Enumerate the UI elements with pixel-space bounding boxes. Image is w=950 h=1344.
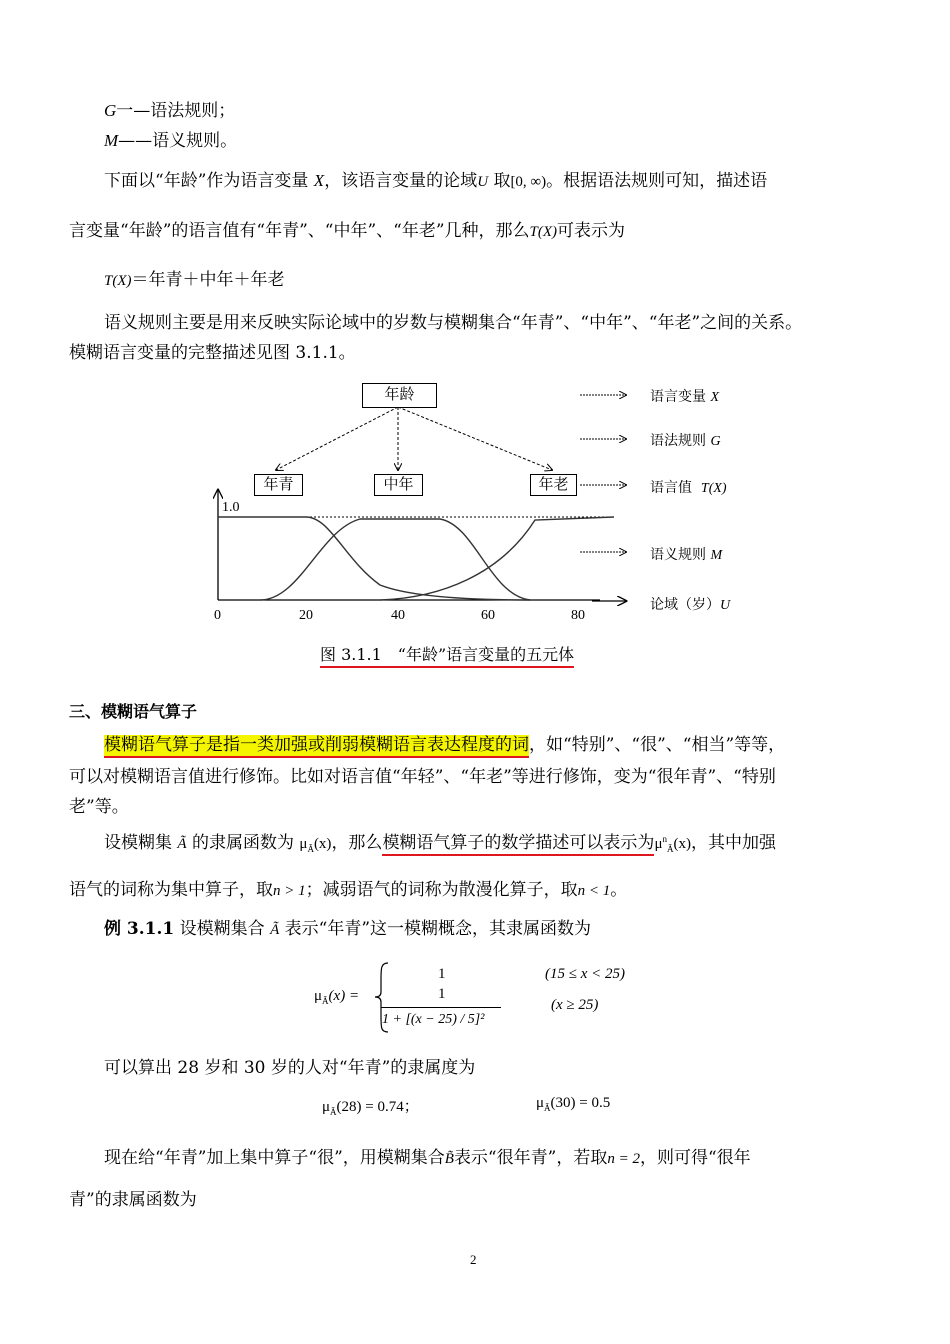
value-node-young: 年青	[254, 474, 303, 496]
arrow-to-young	[276, 407, 398, 470]
curve-middle	[260, 519, 530, 600]
section-p2: 可以对模糊语言值进行修饰。比如对语言值“年轻”、“年老”等进行修饰，变为“很年青”、“特别	[69, 767, 776, 787]
case2-denominator: 1 + [(x − 25) / 5]²	[382, 1012, 485, 1027]
mu-a-n-x: $\mu^n_Ã(x)$	[654, 834, 691, 854]
calc-text: 可以算出 28 岁和 30 岁的人对“年青”的隶属度为	[104, 1058, 476, 1078]
interval: [0, ∞)	[510, 174, 547, 190]
m-symbol: M	[104, 131, 119, 150]
p1-text-a: 下面以“年龄”作为语言变量	[104, 171, 309, 191]
piecewise-lhs: $\mu_Ã(x)$ =	[314, 988, 360, 1006]
value-node-middle: 中年	[374, 474, 423, 496]
very-young-line	[104, 1143, 751, 1168]
tx-eq-text: ＝年青＋中年＋年老	[131, 270, 285, 290]
example-text-b: 表示“年青”这一模糊概念，其隶属函数为	[284, 919, 592, 939]
section-heading: 三、模糊语气算子	[69, 702, 198, 721]
section-p4	[104, 828, 776, 854]
b-tilde: B̃	[444, 1151, 454, 1167]
p1-text-b: ，该语言变量的论域	[324, 171, 478, 191]
example-text: 设模糊集合	[179, 919, 265, 939]
paragraph-4: 模糊语言变量的完整描述见图 3.1.1。	[69, 343, 356, 363]
x-tick-0: 0	[214, 608, 221, 623]
p5-a: 语气的词称为集中算子，取	[69, 880, 273, 900]
n-eq-2: n = 2	[607, 1151, 640, 1167]
p1-text-d: 。根据语法规则可知，描述语	[546, 171, 768, 191]
legend-5: 论域（岁）U	[650, 597, 731, 613]
p4-a: 设模糊集	[104, 833, 172, 853]
n-lt-1: n < 1	[577, 883, 611, 899]
curve-young	[218, 517, 530, 600]
section-p3: 老”等。	[69, 797, 129, 817]
arrow-to-old	[398, 407, 552, 470]
case1-value: 1	[438, 966, 446, 982]
fraction-bar	[381, 1007, 501, 1008]
a-tilde-2: Ã	[270, 922, 280, 938]
example-line	[104, 914, 591, 939]
x-symbol: X	[313, 171, 325, 190]
n-gt-1: n > 1	[273, 883, 306, 899]
very-a: 现在给“年青”加上集中算子“很”，用模糊集合	[104, 1148, 445, 1168]
p4-d: ，其中加强	[690, 833, 776, 853]
u-symbol: U	[477, 174, 489, 190]
section-p1-rest: ，如“特别”、“很”、“相当”等等，	[529, 735, 786, 755]
underlined-statement: 模糊语气算子的数学描述可以表示为	[382, 833, 654, 856]
very-b: 表示“很年青”，若取	[453, 1148, 608, 1168]
case2-numerator: 1	[438, 986, 446, 1002]
result-28: $\mu_Ã(28) = 0.74$；	[322, 1099, 419, 1117]
x-tick-80: 80	[571, 608, 585, 623]
very-end: 青”的隶属函数为	[69, 1190, 197, 1210]
legend-2: 语法规则 G	[650, 433, 721, 449]
x-tick-60: 60	[481, 608, 495, 623]
y-tick-1: 1.0	[222, 500, 240, 515]
paragraph-3: 语义规则主要是用来反映实际论域中的岁数与模糊集合“年青”、“中年”、“年老”之间的关系。	[104, 313, 803, 333]
section-p5	[69, 875, 627, 900]
example-label: 例 3.1.1	[104, 919, 175, 939]
highlighted-definition: 模糊语气算子是指一类加强或削弱模糊语言表达程度的词	[104, 735, 529, 758]
p5-b: ；减弱语气的词称为散漫化算子，取	[305, 880, 578, 900]
m-rule-text: ——语义规则。	[118, 131, 238, 151]
legend-1: 语言变量 X	[650, 389, 720, 405]
p4-b: 的隶属函数为	[191, 833, 294, 853]
very-c: ，则可得“很年	[639, 1148, 751, 1168]
p1-text-c: 取	[493, 171, 511, 191]
root-node-age: 年龄	[362, 383, 437, 408]
figure-diagram	[0, 0, 950, 640]
curve-old	[380, 517, 614, 600]
x-tick-20: 20	[299, 608, 313, 623]
g-symbol: G	[104, 101, 117, 120]
x-tick-40: 40	[391, 608, 405, 623]
p2-text-b: 可表示为	[557, 221, 626, 241]
result-30: $\mu_Ã(30) = 0.5$	[536, 1095, 611, 1113]
case1-condition: (15 ≤ x < 25)	[545, 966, 626, 982]
p4-c: ，那么	[331, 833, 383, 853]
a-tilde: Ã	[177, 836, 187, 852]
p2-text: 言变量“年龄”的语言值有“年青”、“中年”、“年老”几种，那么	[69, 221, 530, 241]
figure-caption: 图 3.1.1 “年龄”语言变量的五元体	[320, 642, 574, 668]
legend-3: 语言值 T(X)	[650, 480, 727, 496]
section-p1	[104, 730, 785, 755]
case2-condition: (x ≥ 25)	[551, 997, 599, 1013]
page-number: 2	[470, 1252, 477, 1267]
g-rule-text: 一—语法规则；	[116, 101, 236, 121]
value-node-old: 年老	[530, 474, 577, 496]
tx-symbol: T(X)	[529, 224, 558, 240]
tx-symbol-2: T(X)	[104, 273, 132, 289]
mu-a-x: $\mu_Ã(x)$	[299, 836, 332, 854]
legend-4: 语义规则 M	[650, 547, 723, 563]
p5-c: 。	[610, 880, 628, 900]
